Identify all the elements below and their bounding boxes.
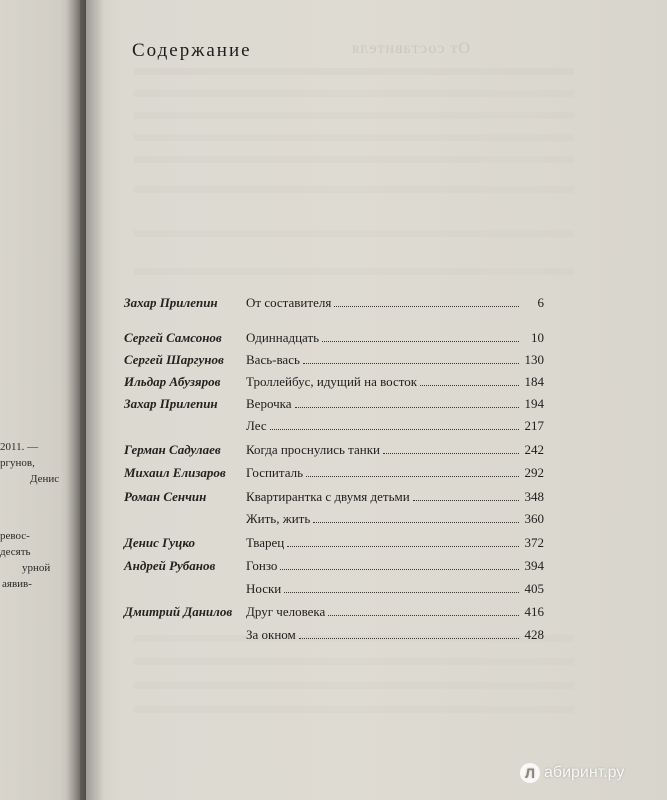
toc-page-number: 372 — [524, 535, 544, 550]
toc-page-number: 428 — [524, 627, 544, 642]
toc-title: Друг человека — [246, 604, 326, 619]
left-page-fragment: десять — [0, 546, 31, 558]
toc-page-number: 184 — [524, 374, 544, 389]
left-page-fragment: урной — [22, 562, 51, 574]
toc-leader — [322, 340, 519, 342]
page-title: Содержание — [132, 40, 252, 61]
toc-title: Жить, жить — [246, 511, 311, 526]
toc-title: Троллейбус, идущий на восток — [246, 374, 418, 389]
watermark-text: абиринт.ру — [544, 764, 625, 781]
toc-page-number: 348 — [524, 489, 544, 504]
toc-title: Носки — [246, 581, 282, 596]
gutter-shadow — [66, 0, 80, 800]
toc-entry — [124, 604, 544, 624]
toc-title: Лес — [246, 418, 267, 433]
toc-leader — [420, 384, 519, 386]
toc-title: Когда проснулись танки — [246, 442, 381, 457]
toc-title: Квартирантка с двумя детьми — [246, 489, 410, 504]
toc-leader — [328, 614, 519, 616]
toc-title: Госпиталь — [246, 465, 304, 480]
toc-entry — [124, 535, 544, 555]
toc-author: Дмитрий Данилов — [124, 604, 233, 619]
toc-leader — [284, 591, 519, 593]
bleed-through-line — [134, 658, 574, 666]
toc-page-number: 416 — [524, 604, 544, 619]
toc-leader — [313, 521, 519, 523]
toc-entry — [124, 374, 544, 394]
toc-title: Верочка — [246, 396, 292, 411]
bleed-through-line — [134, 90, 574, 98]
left-page-fragment: ревос- — [0, 530, 30, 542]
toc-page-number: 405 — [524, 581, 544, 596]
bleed-through-line — [134, 134, 574, 142]
toc-leader — [299, 637, 519, 639]
toc-leader — [280, 568, 519, 570]
left-page — [0, 0, 80, 800]
bleed-through-line — [134, 156, 574, 164]
toc-title: Вась-вась — [246, 352, 300, 367]
toc-entry — [124, 396, 544, 416]
left-page-fragment: аявив- — [2, 578, 32, 590]
toc-leader — [295, 406, 519, 408]
bleed-through-line — [134, 268, 574, 276]
toc-title: От составителя — [246, 295, 332, 310]
toc-author: Андрей Рубанов — [124, 558, 216, 573]
toc-author: Сергей Шаргунов — [124, 352, 224, 367]
toc-leader — [303, 362, 519, 364]
page-edge-shadow — [86, 0, 104, 800]
left-page-fragment: Денис — [30, 473, 60, 485]
toc-entry — [124, 627, 544, 647]
bleed-through-line — [134, 68, 574, 76]
bleed-through-line — [134, 186, 574, 194]
toc-entry — [124, 465, 544, 485]
toc-page-number: 360 — [524, 511, 544, 526]
toc-leader — [287, 545, 519, 547]
toc-entry — [124, 581, 544, 601]
toc-page-number: 242 — [524, 442, 544, 457]
toc-author: Сергей Самсонов — [124, 330, 222, 345]
toc-title: Гонзо — [246, 558, 278, 573]
toc-entry — [124, 330, 544, 350]
bleed-through-line — [134, 682, 574, 690]
toc-page-number: 194 — [524, 396, 544, 411]
toc-author: Захар Прилепин — [124, 396, 218, 411]
toc-leader — [334, 305, 519, 307]
toc-entry — [124, 295, 544, 315]
toc-leader — [383, 452, 519, 454]
bleed-through-line — [134, 706, 574, 714]
toc-leader — [306, 475, 519, 477]
toc-page-number: 10 — [531, 330, 544, 345]
toc-leader — [413, 499, 519, 501]
toc-entry — [124, 489, 544, 509]
toc-author: Роман Сенчин — [124, 489, 207, 504]
toc-title: За окном — [246, 627, 296, 642]
toc-title: Одиннадцать — [246, 330, 320, 345]
toc-author: Денис Гуцко — [124, 535, 196, 550]
toc-page-number: 130 — [524, 352, 544, 367]
toc-entry — [124, 511, 544, 531]
labirint-watermark — [520, 763, 624, 783]
toc-title: Тварец — [246, 535, 285, 550]
toc-page-number: 394 — [524, 558, 544, 573]
toc-page-number: 292 — [524, 465, 544, 480]
toc-entry — [124, 352, 544, 372]
toc-page-number: 217 — [524, 418, 544, 433]
toc-author: Ильдар Абузяров — [124, 374, 221, 389]
toc-page-number: 6 — [537, 295, 544, 310]
left-page-fragment: 2011. — — [0, 441, 39, 453]
toc-entry — [124, 442, 544, 462]
left-page-fragment: ргунов, — [0, 457, 35, 469]
toc-author: Захар Прилепин — [124, 295, 218, 310]
right-page — [86, 0, 667, 800]
toc-author: Михаил Елизаров — [124, 465, 226, 480]
toc-author: Герман Садулаев — [124, 442, 221, 457]
bleed-through-line — [134, 112, 574, 120]
bleed-through-heading: От составителя — [351, 40, 470, 57]
labirint-logo-icon: Л — [520, 763, 540, 783]
toc-entry — [124, 418, 544, 438]
toc-leader — [270, 428, 519, 430]
bleed-through-line — [134, 230, 574, 238]
toc-entry — [124, 558, 544, 578]
